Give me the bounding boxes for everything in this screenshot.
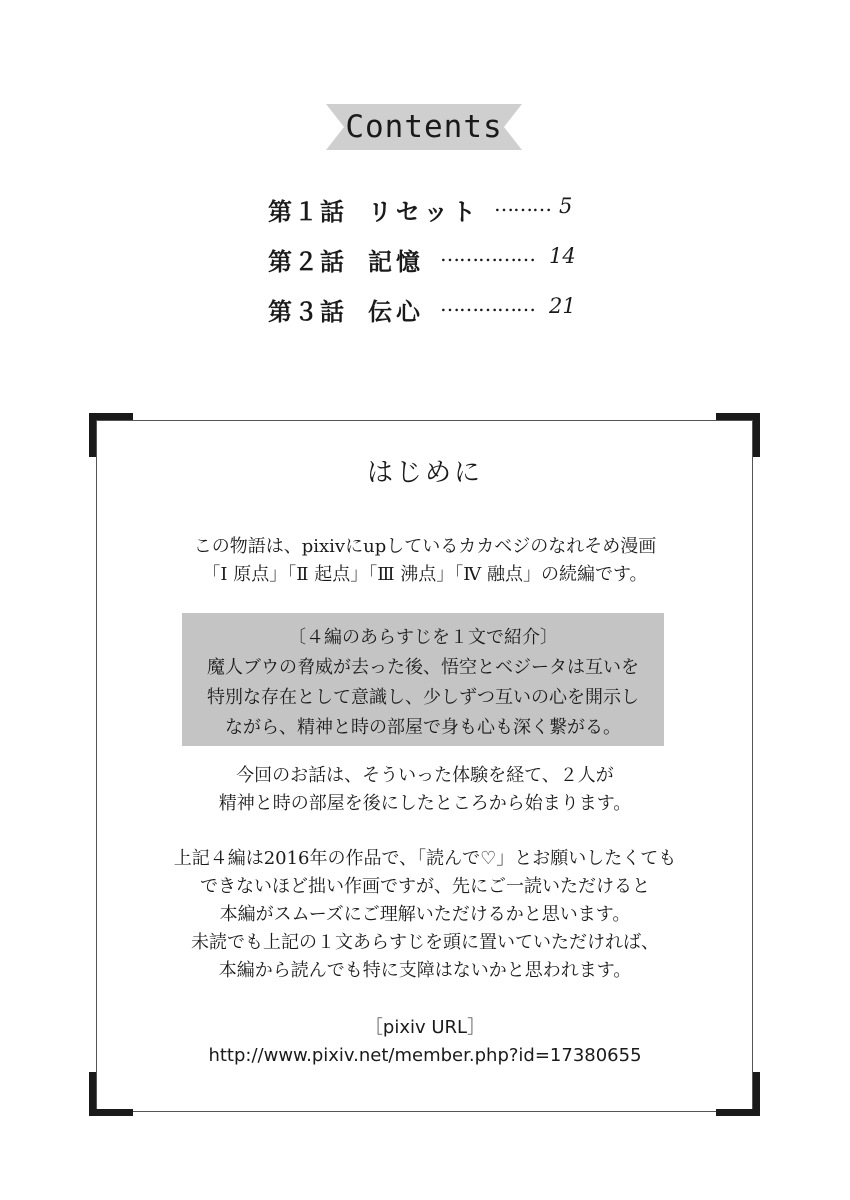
intro-heading: はじめに: [366, 458, 483, 488]
text-line: 本編がスムーズにご理解いただけるかと思います。: [219, 904, 631, 925]
text-line: 「Ⅰ 原点」「Ⅱ 起点」「Ⅲ 沸点」「Ⅳ 融点」の続編です。: [202, 564, 648, 585]
frame-corner-top-left: [89, 413, 133, 457]
text-line: ながら、精神と時の部屋で身も心も深く繋がる。: [225, 717, 621, 738]
frame-corner-bottom-right: [716, 1072, 760, 1116]
summary-box: [182, 613, 664, 746]
toc-leader-dots: ………: [494, 192, 551, 216]
frame-corner-bottom-left: [89, 1072, 133, 1116]
toc-chapter-title: 伝心: [368, 297, 424, 326]
summary-box-heading: 〔４編のあらすじを１文で紹介〕: [288, 627, 558, 648]
text-line: できないほど拙い作画ですが、先にご一読いただけると: [200, 876, 650, 897]
contents-ribbon: [326, 104, 522, 150]
text-line: この物語は、pixivにupしているカカベジのなれそめ漫画: [193, 536, 657, 557]
toc-page-number: 14: [549, 244, 576, 268]
table-of-contents: [268, 186, 608, 336]
toc-chapter-number: 第２話: [268, 247, 346, 276]
intro-paragraph-1: [100, 533, 750, 589]
toc-row[interactable]: [268, 186, 608, 236]
toc-leader-dots: ……………: [440, 292, 535, 316]
text-line: 特別な存在として意識し、少しずつ互いの心を開示し: [207, 687, 639, 708]
toc-row[interactable]: [268, 236, 608, 286]
toc-page-number: 5: [559, 194, 573, 218]
text-line: 上記４編は2016年の作品で、「読んで♡」とお願いしたくても: [173, 848, 677, 869]
toc-leader-dots: ……………: [440, 242, 535, 266]
toc-chapter-title: 記憶: [368, 247, 424, 276]
toc-row[interactable]: [268, 286, 608, 336]
text-line: 今回のお話は、そういった体験を経て、２人が: [236, 765, 614, 786]
frame-corner-top-right: [716, 413, 760, 457]
url-label: ［pixiv URL］: [364, 1017, 486, 1038]
text-line: 本編から読んでも特に支障はないかと思われます。: [218, 960, 632, 981]
toc-chapter-number: 第３話: [268, 297, 346, 326]
intro-paragraph-2: [100, 762, 750, 818]
text-line: 未読でも上記の１文あらすじを頭に置いていただければ、: [191, 932, 659, 953]
pixiv-url-block: [100, 1014, 750, 1070]
pixiv-url-link[interactable]: http://www.pixiv.net/member.php?id=17380655: [208, 1045, 642, 1066]
intro-paragraph-3: [100, 845, 750, 985]
text-line: 精神と時の部屋を後にしたところから始まります。: [218, 793, 632, 814]
toc-chapter-title: リセット: [368, 197, 480, 226]
toc-page-number: 21: [549, 294, 576, 318]
contents-title: Contents: [345, 109, 503, 145]
toc-chapter-number: 第１話: [268, 197, 346, 226]
text-line: 魔人ブウの脅威が去った後、悟空とベジータは互いを: [207, 657, 639, 678]
